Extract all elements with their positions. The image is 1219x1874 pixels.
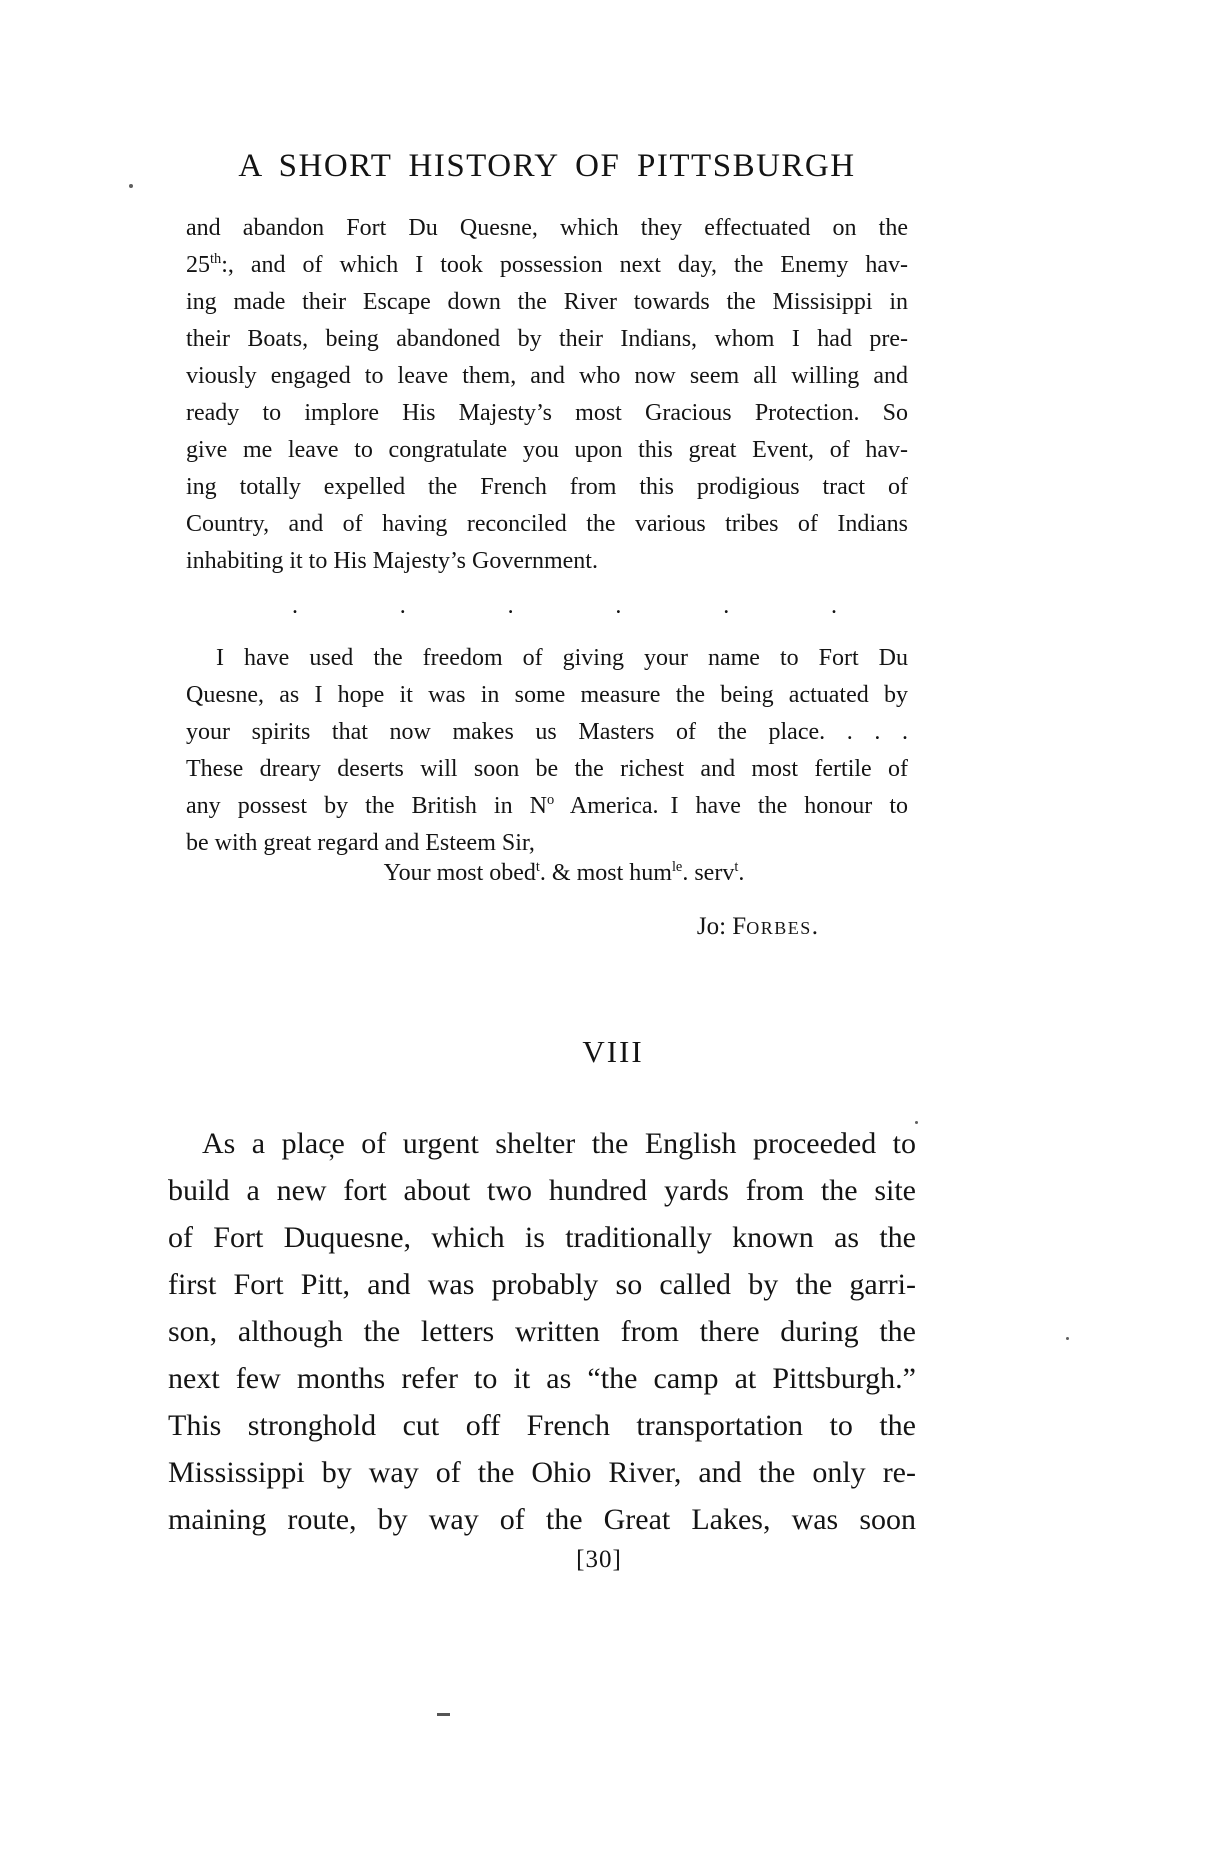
print-speck bbox=[129, 184, 133, 188]
text-segment: build a new fort about two hundred yards from the site bbox=[168, 1174, 916, 1207]
text-line bbox=[186, 469, 908, 506]
text-segment: your spirits that now makes us Masters of the place. . . . bbox=[186, 719, 908, 745]
text-segment: . bbox=[738, 860, 745, 886]
text-line bbox=[168, 1355, 916, 1402]
text-segment: :, and of which I took possession next day, the Enemy hav- bbox=[221, 252, 908, 278]
text-segment: Your most obed bbox=[383, 860, 536, 886]
print-speck bbox=[1066, 1337, 1069, 1340]
text-line bbox=[168, 1261, 916, 1308]
superscript-text: t bbox=[535, 859, 540, 875]
section-paragraph bbox=[168, 1120, 916, 1543]
text-segment: first Fort Pitt, and was probably so called by the garri- bbox=[168, 1268, 916, 1301]
text-segment: This stronghold cut off French transportation to the bbox=[168, 1409, 916, 1442]
text-segment: These dreary deserts will soon be the richest and most fertile of bbox=[186, 756, 908, 782]
text-segment: Mississippi by way of the Ohio River, and the only re- bbox=[168, 1456, 916, 1489]
text-line bbox=[168, 1449, 916, 1496]
text-segment: next few months refer to it as “the camp at Pittsburgh.” bbox=[168, 1362, 916, 1395]
text-segment: 25 bbox=[186, 252, 210, 278]
text-line bbox=[186, 284, 908, 321]
text-segment: . serv bbox=[682, 860, 735, 886]
text-segment: As a plac̦e of urgent shelter the English proceeded to bbox=[202, 1127, 916, 1160]
letter-paragraph-2 bbox=[186, 640, 908, 862]
text-line bbox=[186, 677, 908, 714]
text-segment: viously engaged to leave them, and who now seem all willing and bbox=[186, 363, 908, 389]
page-number: [30] bbox=[576, 1546, 622, 1573]
text-line bbox=[186, 321, 908, 358]
text-segment: inhabiting it to His Majesty’s Government. bbox=[186, 548, 598, 574]
text-segment: maining route, by way of the Great Lakes, was soon bbox=[168, 1503, 916, 1536]
section-heading: VIII bbox=[582, 1034, 644, 1069]
text-segment: ready to implore His Majesty’s most Gracious Protection. So bbox=[186, 400, 908, 426]
text-segment: I have used the freedom of giving your name to Fort Du bbox=[216, 645, 908, 671]
text-line bbox=[168, 1496, 916, 1543]
text-segment: their Boats, being abandoned by their Indians, whom I had pre- bbox=[186, 326, 908, 352]
text-segment: Quesne, as I hope it was in some measure the being actuated by bbox=[186, 682, 908, 708]
text-segment: be with great regard and Esteem Sir, bbox=[186, 830, 535, 856]
text-line bbox=[168, 1308, 916, 1355]
text-line bbox=[186, 751, 908, 788]
letter-valediction bbox=[186, 856, 908, 890]
text-segment: . & most hum bbox=[539, 860, 672, 886]
superscript-text: o bbox=[546, 792, 555, 808]
text-line bbox=[186, 543, 908, 580]
text-segment: of Fort Duquesne, which is traditionally known as the bbox=[168, 1221, 916, 1254]
print-speck bbox=[915, 1121, 918, 1124]
running-head: A SHORT HISTORY OF PITTSBURGH bbox=[238, 148, 856, 184]
text-line bbox=[186, 788, 908, 825]
text-segment: son, although the letters written from there during the bbox=[168, 1315, 916, 1348]
text-line bbox=[220, 856, 908, 890]
text-segment: ing totally expelled the French from this prodigious tract of bbox=[186, 474, 908, 500]
text-line bbox=[186, 210, 908, 247]
text-segment: Country, and of having reconciled the various tribes of Indians bbox=[186, 511, 908, 537]
superscript-text: le bbox=[671, 859, 683, 875]
text-line bbox=[186, 506, 908, 543]
text-line bbox=[186, 358, 908, 395]
superscript-text: t bbox=[734, 859, 739, 875]
text-line bbox=[168, 1402, 916, 1449]
text-line bbox=[168, 1214, 916, 1261]
text-line bbox=[186, 910, 818, 944]
text-line bbox=[186, 432, 908, 469]
text-segment: and abandon Fort Du Quesne, which they effectuated on the bbox=[186, 215, 908, 241]
text-segment: America. I have the honour to bbox=[554, 793, 908, 819]
letter-signature bbox=[186, 910, 908, 944]
smallcaps-text: orbes bbox=[746, 913, 812, 940]
text-segment: any possest by the British in N bbox=[186, 793, 547, 819]
text-segment: give me leave to congratulate you upon this great Event, of hav- bbox=[186, 437, 908, 463]
print-speck bbox=[437, 1713, 450, 1716]
superscript-text: th bbox=[210, 251, 222, 267]
text-segment: Jo: F bbox=[696, 913, 747, 940]
text-line bbox=[168, 1167, 916, 1214]
ellipsis-separator: . . . . . . bbox=[292, 593, 837, 619]
text-line bbox=[168, 1120, 916, 1167]
text-line bbox=[186, 395, 908, 432]
text-line bbox=[186, 247, 908, 284]
letter-paragraph-1 bbox=[186, 210, 908, 580]
text-line bbox=[186, 714, 908, 751]
text-segment: . bbox=[811, 913, 818, 940]
text-line bbox=[186, 640, 908, 677]
text-segment: ing made their Escape down the River towards the Missisippi in bbox=[186, 289, 908, 315]
